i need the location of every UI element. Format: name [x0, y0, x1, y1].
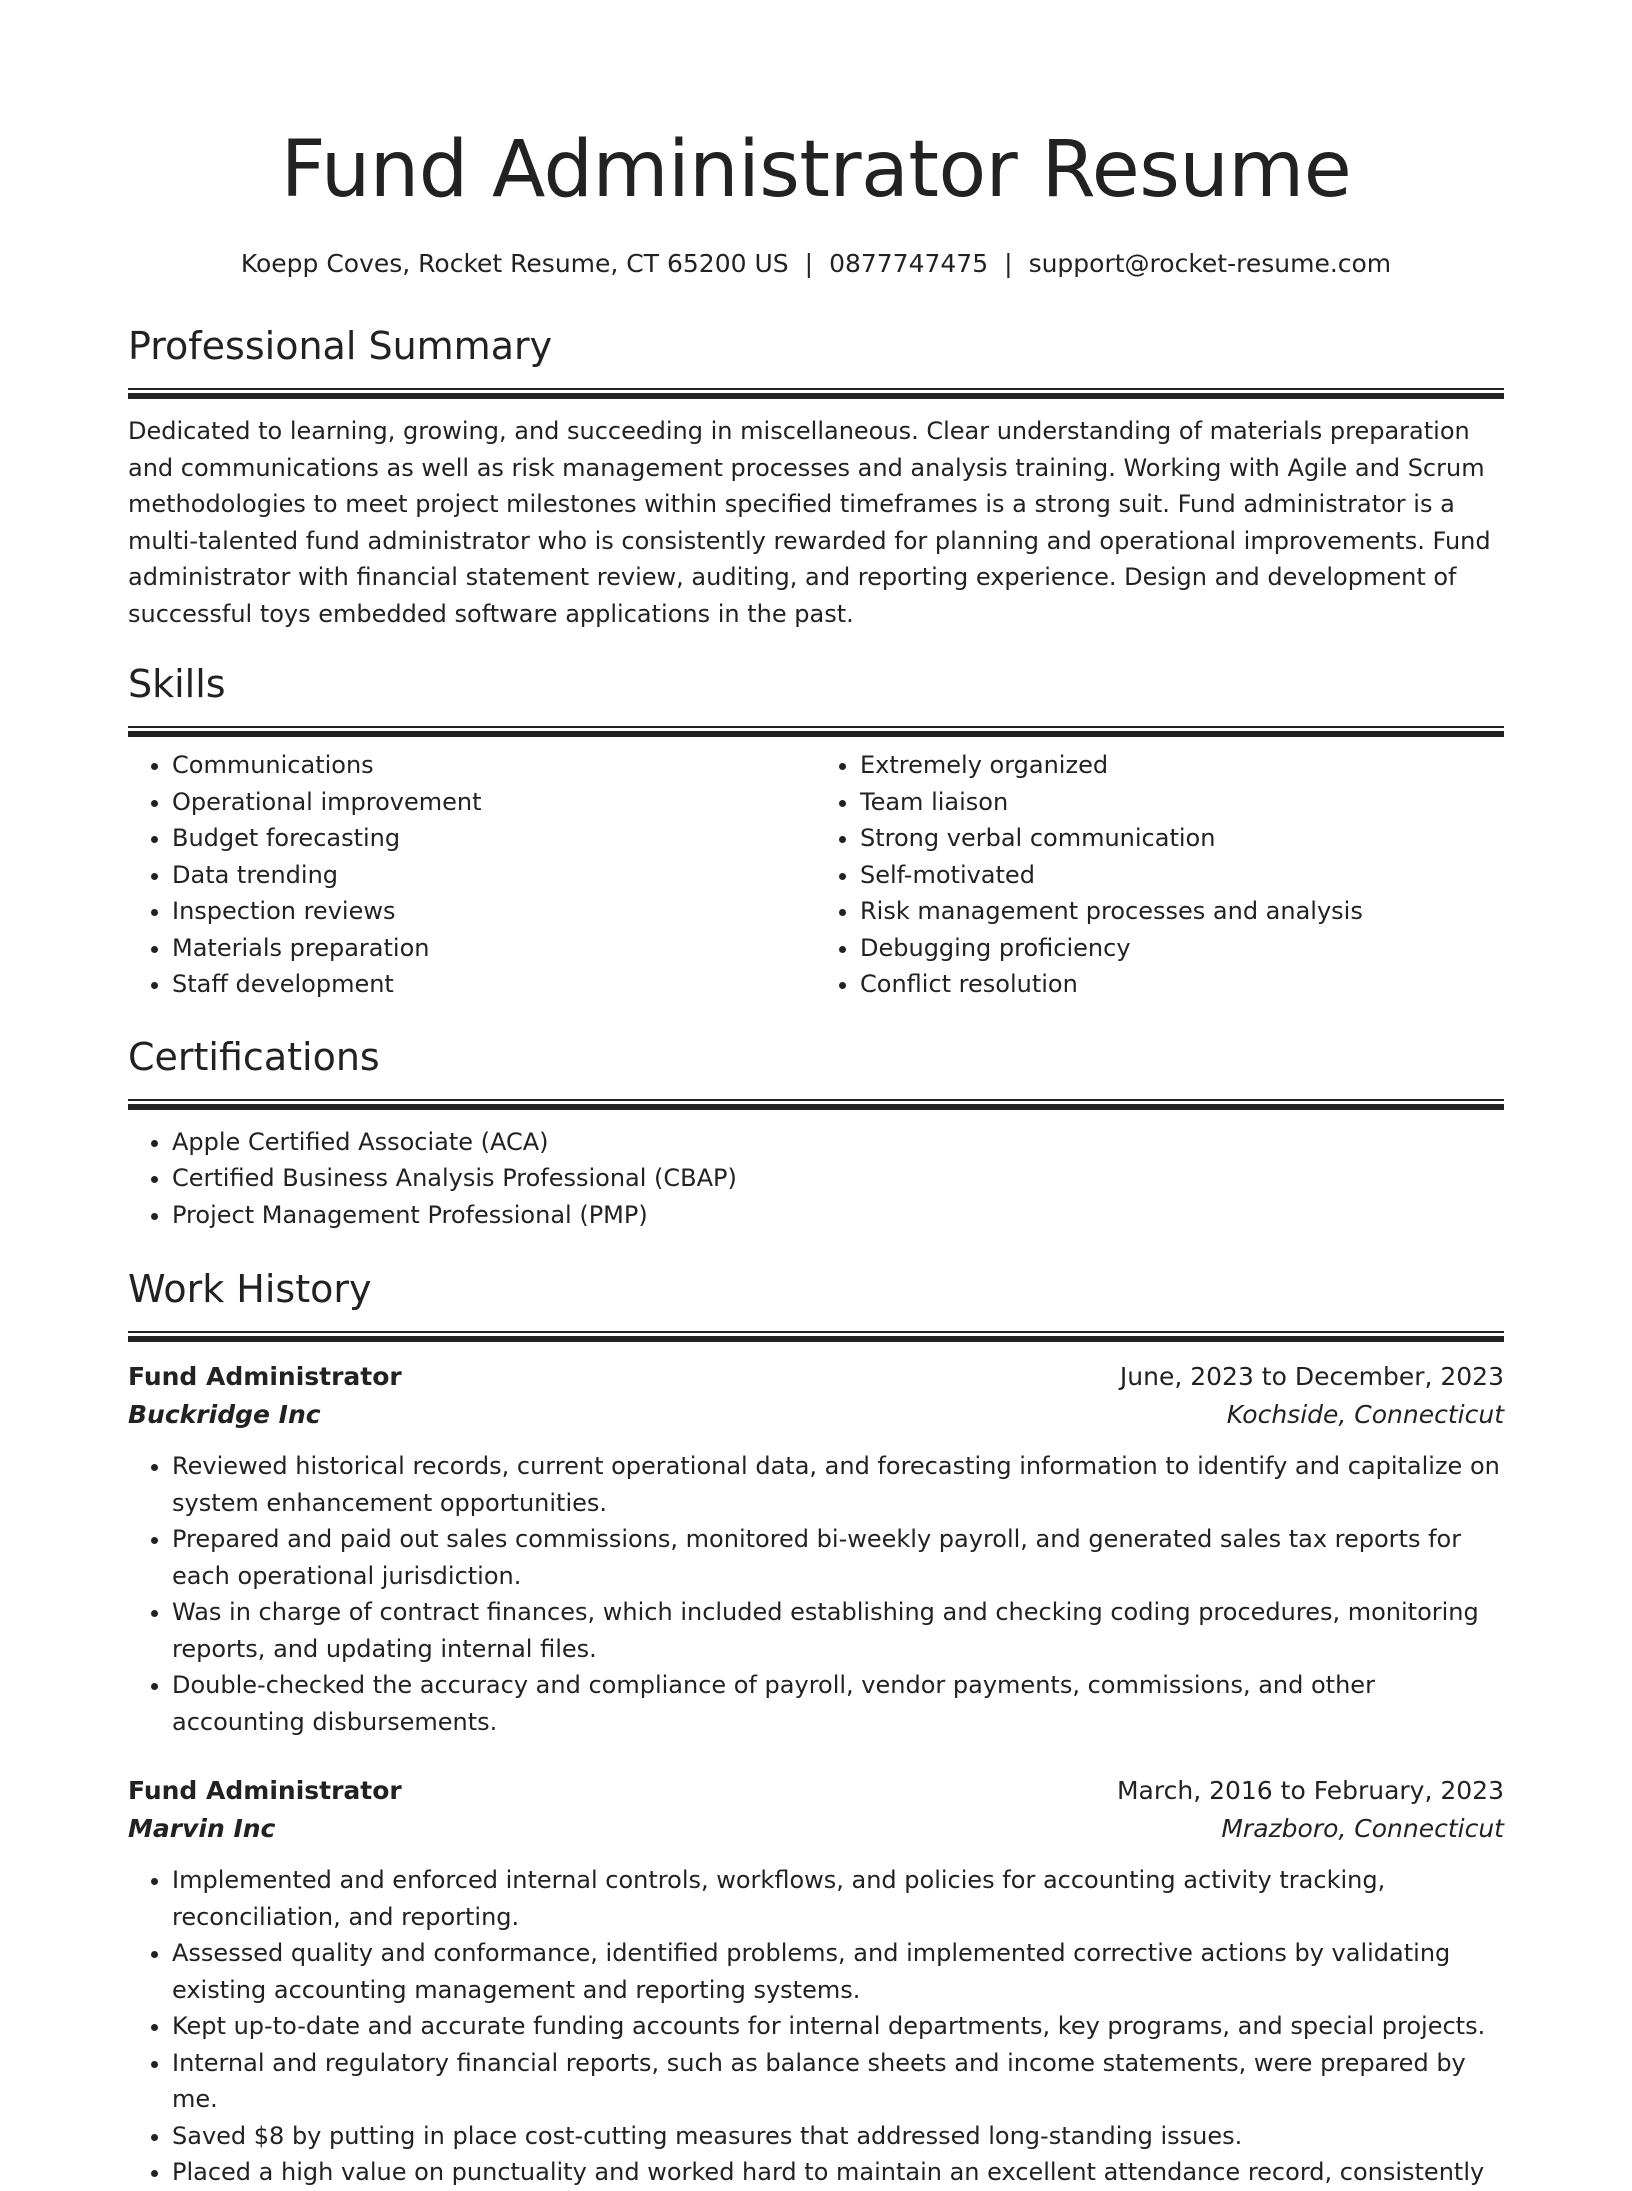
skill-item: • Operational improvement [172, 784, 816, 821]
job-company: Buckridge Inc [128, 1400, 321, 1429]
job-bullet: • Assessed quality and conformance, identified problems, and implemented corrective actions by validating existing accounting management and reporting systems. [172, 1935, 1504, 2008]
skill-item: • Staff development [172, 966, 816, 1003]
contact-separator: | [1004, 249, 1013, 278]
certification-item: • Project Management Professional (PMP) [172, 1197, 1504, 1234]
skill-item: • Budget forecasting [172, 820, 816, 857]
skills-list-left [128, 747, 816, 1003]
job-bullets [128, 1862, 1504, 2191]
contact-separator: | [804, 249, 814, 278]
skill-item: • Debugging proficiency [860, 930, 1504, 967]
section-divider [128, 726, 1504, 737]
job-header-row [128, 1358, 1504, 1396]
job-bullet: • Prepared and paid out sales commissions, monitored bi-weekly payroll, and generated sales tax reports for each operational jurisdiction. [172, 1521, 1504, 1594]
job-bullet: • Double-checked the accuracy and compliance of payroll, vendor payments, commissions, and other accounting disbursements. [172, 1667, 1504, 1740]
job-entry [128, 1358, 1504, 1740]
job-entry [128, 1772, 1504, 2191]
job-title: Fund Administrator [128, 1776, 402, 1805]
skill-item: • Risk management processes and analysis [860, 893, 1504, 930]
job-bullet: • Reviewed historical records, current operational data, and forecasting information to identify and capitalize on system enhancement opportunities. [172, 1448, 1504, 1521]
skill-item: • Data trending [172, 857, 816, 894]
job-company: Marvin Inc [128, 1814, 276, 1843]
skill-item: • Extremely organized [860, 747, 1504, 784]
work-history-heading: Work History [128, 1267, 372, 1311]
job-bullet: • Saved $8 by putting in place cost-cutting measures that addressed long-standing issues. [172, 2118, 1504, 2155]
skill-item: • Inspection reviews [172, 893, 816, 930]
skill-item: • Strong verbal communication [860, 820, 1504, 857]
certifications-section [128, 1031, 1504, 1234]
job-bullets [128, 1448, 1504, 1740]
job-dates: June, 2023 to December, 2023 [1119, 1362, 1504, 1391]
section-divider [128, 388, 1504, 399]
contact-phone: 0877747475 [829, 249, 989, 278]
certifications-heading: Certifications [128, 1034, 380, 1079]
skills-grid [128, 747, 1504, 1003]
job-company-row [128, 1396, 1504, 1434]
summary-section [128, 320, 1504, 632]
work-history-section [128, 1263, 1504, 2191]
job-bullet: • Placed a high value on punctuality and worked hard to maintain an excellent attendance record, consistently [172, 2154, 1504, 2191]
skills-heading: Skills [128, 662, 226, 706]
certifications-list [128, 1124, 1504, 1234]
job-title: Fund Administrator [128, 1362, 402, 1391]
job-bullet: • Implemented and enforced internal controls, workflows, and policies for accounting activity tracking, reconciliation, and reporting. [172, 1862, 1504, 1935]
skill-item: • Self-motivated [860, 857, 1504, 894]
section-divider [128, 1099, 1504, 1110]
contact-address: Koepp Coves, Rocket Resume, CT 65200 US [240, 249, 789, 278]
resume-title: Fund Administrator Resume [280, 125, 1352, 215]
skill-item: • Conflict resolution [860, 966, 1504, 1003]
job-company-row [128, 1810, 1504, 1848]
contact-email: support@rocket-resume.com [1028, 249, 1392, 278]
job-bullet: • Kept up-to-date and accurate funding accounts for internal departments, key programs, and special projects. [172, 2008, 1504, 2045]
summary-text: Dedicated to learning, growing, and succeeding in miscellaneous. Clear understanding of materials preparation and communications as well as risk management processes and analysis training. Working with Agile and Scrum methodologies to meet project milestones within specified timeframes is a strong suit. Fund administrator is a multi-talented fund administrator who is consistently rewarded for planning and operational improvements. Fund administrator with financial statement review, auditing, and reporting experience. Design and development of successful toys embedded software applications in the past. [128, 417, 1491, 628]
job-header-row [128, 1772, 1504, 1810]
contact-line [128, 246, 1504, 282]
section-divider [128, 1331, 1504, 1342]
job-location: Kochside, Connecticut [1226, 1400, 1504, 1429]
job-bullet: • Was in charge of contract finances, which included establishing and checking coding procedures, monitoring reports, and updating internal files. [172, 1594, 1504, 1667]
job-dates: March, 2016 to February, 2023 [1116, 1776, 1504, 1805]
skill-item: • Materials preparation [172, 930, 816, 967]
skill-item: • Team liaison [860, 784, 1504, 821]
skills-list-right [816, 747, 1504, 1003]
job-bullet: • Internal and regulatory financial reports, such as balance sheets and income statements, were prepared by me. [172, 2045, 1504, 2118]
skills-section [128, 658, 1504, 1003]
certification-item: • Apple Certified Associate (ACA) [172, 1124, 1504, 1161]
certification-item: • Certified Business Analysis Professional (CBAP) [172, 1160, 1504, 1197]
job-location: Mrazboro, Connecticut [1221, 1814, 1504, 1843]
skill-item: • Communications [172, 747, 816, 784]
summary-heading: Professional Summary [128, 324, 553, 368]
